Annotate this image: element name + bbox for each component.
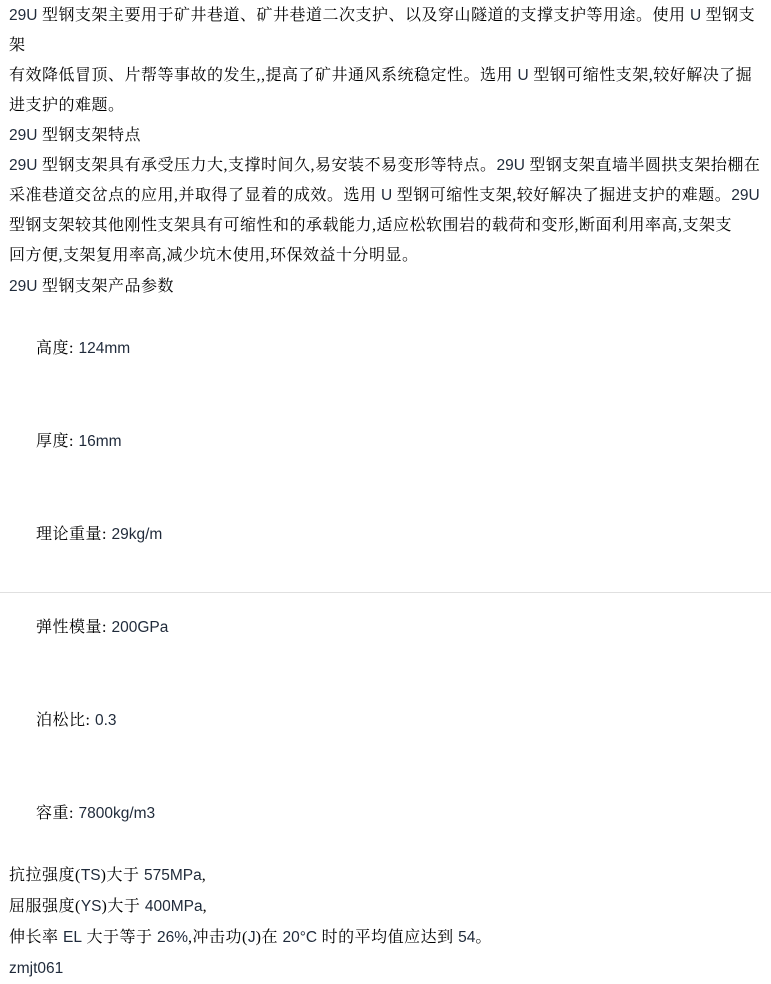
parameter-separator: : — [85, 712, 95, 729]
latin-text: 575MPa — [144, 867, 202, 884]
latin-text: 29U — [9, 127, 38, 144]
parameter-separator: : — [69, 805, 79, 822]
latin-text: 26% — [157, 929, 189, 946]
intro-line: 进支护的难题。 — [9, 97, 125, 114]
latin-text: TS — [80, 867, 101, 884]
parameter-value: 7800kg/m3 — [78, 805, 156, 822]
latin-text: U — [381, 187, 393, 204]
latin-text: U — [689, 7, 702, 24]
parameter-value: 16mm — [78, 433, 122, 450]
parameter-separator: : — [69, 433, 79, 450]
parameter-label: 容重 — [36, 805, 70, 822]
latin-text: 29U — [496, 157, 525, 174]
footer-code — [9, 953, 765, 984]
parameter-separator: : — [102, 619, 112, 636]
latin-text: 29U — [9, 278, 38, 295]
parameters-heading: 29U 型钢支架产品参数 — [9, 278, 174, 295]
latin-text: 29U — [9, 7, 38, 24]
parameter-value: 29kg/m — [111, 526, 163, 543]
features-line: 采准巷道交岔点的应用,并取得了显着的成效。选用 U 型钢可缩性支架,较好解决了掘进支护的难题。29U — [9, 187, 760, 204]
yield-strength-line: 屈服强度(YS)大于 400MPa, — [9, 898, 208, 915]
latin-text: zmjt061 — [9, 960, 64, 977]
latin-text: 54 — [458, 929, 476, 946]
parameter-row-poisson-ratio — [9, 674, 765, 767]
parameter-separator: : — [69, 340, 79, 357]
parameter-label: 高度 — [36, 340, 70, 357]
parameter-separator: : — [102, 526, 112, 543]
parameter-row-thickness — [9, 395, 765, 488]
latin-text: 20°C — [282, 929, 318, 946]
features-line: 29U 型钢支架具有承受压力大,支撑时间久,易安装不易变形等特点。29U 型钢支架直墙半圆拱支架抬棚在 — [9, 157, 761, 174]
features-section — [9, 121, 765, 271]
parameter-row-height — [9, 302, 765, 395]
latin-text: 29U — [731, 187, 760, 204]
features-line: 型钢支架较其他刚性支架具有可缩性和的承载能力,适应松软围岩的载荷和变形,断面利用率高,支架支 — [9, 217, 733, 234]
parameters-section — [9, 271, 765, 984]
elongation-impact-line: 伸长率 EL 大于等于 26%,冲击功(J)在 20°C 时的平均值应达到 54。 — [9, 929, 492, 946]
parameter-value: 200GPa — [111, 619, 169, 636]
intro-line: 29U 型钢支架主要用于矿井巷道、矿井巷道二次支护、以及穿山隧道的支撑支护等用途。使用 U 型钢支架 — [9, 7, 756, 54]
parameter-row-elastic-modulus — [9, 581, 765, 674]
parameter-value: 124mm — [78, 340, 131, 357]
tensile-strength-line: 抗拉强度(TS)大于 575MPa, — [9, 867, 207, 884]
parameter-label: 泊松比 — [36, 712, 86, 729]
latin-text: EL — [63, 929, 82, 946]
latin-text: J — [247, 929, 256, 946]
parameter-row-unit-weight — [9, 767, 765, 860]
features-heading: 29U 型钢支架特点 — [9, 127, 141, 144]
parameter-label: 弹性模量 — [36, 619, 103, 636]
parameter-label: 厚度 — [36, 433, 70, 450]
latin-text: U — [517, 67, 529, 84]
latin-text: 29U — [9, 157, 38, 174]
features-line: 回方便,支架复用率高,减少坑木使用,环保效益十分明显。 — [9, 247, 419, 264]
latin-text: 400MPa — [144, 898, 203, 915]
parameter-row-theoretical-weight — [9, 488, 765, 581]
intro-section — [9, 1, 765, 121]
parameter-label: 理论重量 — [36, 526, 103, 543]
latin-text: YS — [80, 898, 102, 915]
intro-line: 有效降低冒顶、片帮等事故的发生,,提高了矿井通风系统稳定性。选用 U 型钢可缩性支架,较好解决了掘 — [9, 67, 753, 84]
parameter-value: 0.3 — [94, 712, 117, 729]
